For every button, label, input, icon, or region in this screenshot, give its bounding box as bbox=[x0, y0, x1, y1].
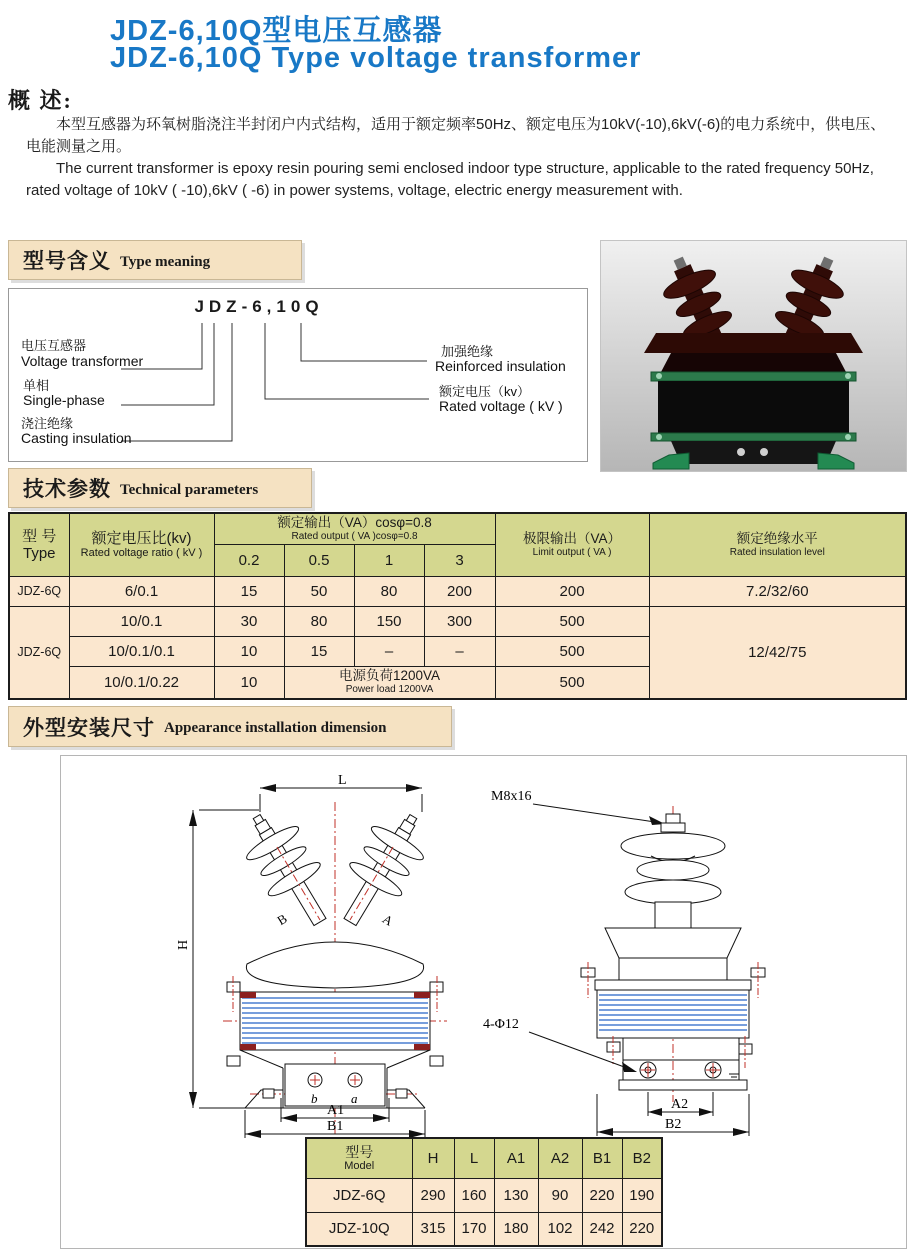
col-insulation-level: 额定绝缘水平 Rated insulation level bbox=[649, 513, 906, 576]
type-meaning-badge-zh: 型号含义 bbox=[23, 249, 111, 273]
cell: 150 bbox=[354, 606, 424, 636]
cell: 220 bbox=[622, 1212, 662, 1246]
cell: 290 bbox=[412, 1178, 454, 1212]
cell: – bbox=[424, 636, 495, 666]
col-ratio: 额定电压比(kv) Rated voltage ratio ( kV ) bbox=[69, 513, 214, 576]
cell: 130 bbox=[494, 1178, 538, 1212]
subcol-3: 3 bbox=[424, 544, 495, 576]
label-rated-voltage-zh: 额定电压（kv） bbox=[439, 384, 531, 399]
front-right-insulator bbox=[324, 801, 439, 937]
cell: 500 bbox=[495, 636, 649, 666]
dim-col-H: H bbox=[412, 1138, 454, 1178]
label-voltage-transformer-zh: 电压互感器 bbox=[21, 338, 87, 353]
cell-insulation-group: 12/42/75 bbox=[649, 606, 906, 699]
overview-paragraph-en: The current transformer is epoxy resin pouring semi enclosed indoor type structure, applicable to the rated frequency 50Hz, rated voltage of 10kV ( -10),6kV ( -6) in power systems, voltage, electric energy measurement with. bbox=[26, 160, 874, 199]
overview-paragraph-zh: 本型互感器为环氧树脂浇注半封闭户内式结构，适用于额定频率50Hz、额定电压为10kV(-10),6kV(-6)的电力系统中，供电压、电能测量之用。 bbox=[26, 116, 886, 155]
subcol-1: 1 bbox=[354, 544, 424, 576]
cell-ratio: 6/0.1 bbox=[69, 576, 214, 606]
type-meaning-diagram bbox=[8, 288, 588, 462]
dim-col-A1: A1 bbox=[494, 1138, 538, 1178]
cell-power-load: 电源负荷1200VA Power load 1200VA bbox=[284, 666, 495, 699]
cell: 102 bbox=[538, 1212, 582, 1246]
cell: 10 bbox=[214, 636, 284, 666]
subcol-0.2: 0.2 bbox=[214, 544, 284, 576]
cell-ratio: 10/0.1 bbox=[69, 606, 214, 636]
col-limit-output: 极限输出（VA） Limit output ( VA ) bbox=[495, 513, 649, 576]
subcol-0.5: 0.5 bbox=[284, 544, 354, 576]
phase-label-B: B bbox=[274, 910, 290, 929]
terminal-label-a: a bbox=[351, 1091, 358, 1106]
product-photo bbox=[600, 240, 907, 472]
table-row bbox=[9, 576, 906, 606]
appearance-badge bbox=[8, 706, 452, 747]
phase-label-A: A bbox=[379, 911, 396, 929]
dim-label-B1: B1 bbox=[327, 1119, 344, 1134]
ground-symbol bbox=[729, 1074, 739, 1080]
cell: 500 bbox=[495, 606, 649, 636]
dim-label-A2: A2 bbox=[671, 1097, 689, 1112]
dim-label-L: L bbox=[338, 773, 347, 788]
table-row bbox=[9, 606, 906, 636]
cell: 190 bbox=[622, 1178, 662, 1212]
dim-col-B1: B1 bbox=[582, 1138, 622, 1178]
cell: 242 bbox=[582, 1212, 622, 1246]
terminal-label-b: b bbox=[311, 1091, 318, 1106]
label-voltage-transformer-en: Voltage transformer bbox=[21, 353, 144, 369]
cell: 170 bbox=[454, 1212, 494, 1246]
cell-ratio: 10/0.1/0.1 bbox=[69, 636, 214, 666]
terminal-box bbox=[285, 1064, 385, 1106]
dim-label-B2: B2 bbox=[665, 1117, 682, 1132]
cell: 80 bbox=[354, 576, 424, 606]
cell: 200 bbox=[424, 576, 495, 606]
body-block bbox=[658, 381, 849, 433]
appearance-badge-en: Appearance installation dimension bbox=[164, 720, 387, 736]
cell: 180 bbox=[494, 1212, 538, 1246]
dim-col-B2: B2 bbox=[622, 1138, 662, 1178]
cell: 300 bbox=[424, 606, 495, 636]
side-view-drawing bbox=[455, 772, 895, 1140]
cell: 220 bbox=[582, 1178, 622, 1212]
front-left-insulator bbox=[231, 801, 346, 937]
model-code: JDZ-6,10Q bbox=[194, 297, 324, 316]
cell: 200 bbox=[495, 576, 649, 606]
tech-params-badge-zh: 技术参数 bbox=[23, 477, 111, 501]
dim-table-header bbox=[306, 1138, 662, 1178]
cell: 30 bbox=[214, 606, 284, 636]
cell: 315 bbox=[412, 1212, 454, 1246]
tech-params-badge-en: Technical parameters bbox=[120, 481, 259, 498]
dim-label-A1: A1 bbox=[327, 1103, 345, 1118]
cell-model: JDZ-10Q bbox=[306, 1212, 412, 1246]
page-title-en: JDZ-6,10Q Type voltage transformer bbox=[110, 42, 642, 74]
dimension-table bbox=[305, 1137, 663, 1247]
dim-col-model: 型号 Model bbox=[306, 1138, 412, 1178]
label-reinforced-insulation-zh: 加强绝缘 bbox=[441, 344, 494, 359]
type-meaning-badge bbox=[8, 240, 302, 280]
side-winding-band bbox=[597, 990, 749, 1038]
type-meaning-badge-en: Type meaning bbox=[120, 253, 211, 270]
col-type: 型 号 Type bbox=[9, 513, 69, 576]
tech-params-table bbox=[8, 512, 907, 700]
label-casting-insulation-zh: 浇注绝缘 bbox=[21, 416, 74, 431]
overview-heading: 概 述: bbox=[8, 88, 73, 113]
label-single-phase-en: Single-phase bbox=[23, 392, 105, 408]
cell: 80 bbox=[284, 606, 354, 636]
cell: 15 bbox=[284, 636, 354, 666]
cell: 500 bbox=[495, 666, 649, 699]
col-rated-output: 额定输出（VA）cosφ=0.8 Rated output ( VA )cosφ=0.8 bbox=[214, 513, 495, 544]
cell: – bbox=[354, 636, 424, 666]
front-view-drawing bbox=[135, 772, 485, 1140]
page-title-zh: JDZ-6,10Q型电压互感器 bbox=[110, 15, 443, 47]
dim-table-row bbox=[306, 1212, 662, 1246]
dim-label-H: H bbox=[176, 939, 191, 950]
dim-table-row bbox=[306, 1178, 662, 1212]
dim-col-A2: A2 bbox=[538, 1138, 582, 1178]
cell: 50 bbox=[284, 576, 354, 606]
bolt-spec-label: M8x16 bbox=[491, 789, 532, 804]
cell: 7.2/32/60 bbox=[649, 576, 906, 606]
top-beam bbox=[644, 333, 863, 353]
cell-model: JDZ-6Q bbox=[306, 1178, 412, 1212]
overview-paragraphs bbox=[26, 114, 900, 202]
hole-spec-label: 4-Φ12 bbox=[483, 1017, 519, 1032]
cell: 10 bbox=[214, 666, 284, 699]
appearance-badge-zh: 外型安装尺寸 bbox=[23, 715, 155, 740]
winding-band bbox=[240, 992, 430, 1050]
cell-ratio: 10/0.1/0.22 bbox=[69, 666, 214, 699]
transformer-photo-illustration bbox=[601, 241, 906, 471]
cell-type-group: JDZ-6Q bbox=[9, 606, 69, 699]
label-rated-voltage-en: Rated voltage ( kV ) bbox=[439, 398, 563, 414]
cell: 160 bbox=[454, 1178, 494, 1212]
label-reinforced-insulation-en: Reinforced insulation bbox=[435, 358, 566, 374]
table-header-row bbox=[9, 513, 906, 544]
label-single-phase-zh: 单相 bbox=[23, 378, 50, 393]
tech-params-badge bbox=[8, 468, 312, 508]
label-casting-insulation-en: Casting insulation bbox=[21, 430, 132, 446]
dim-col-L: L bbox=[454, 1138, 494, 1178]
cell-type: JDZ-6Q bbox=[9, 576, 69, 606]
cell: 15 bbox=[214, 576, 284, 606]
cell: 90 bbox=[538, 1178, 582, 1212]
